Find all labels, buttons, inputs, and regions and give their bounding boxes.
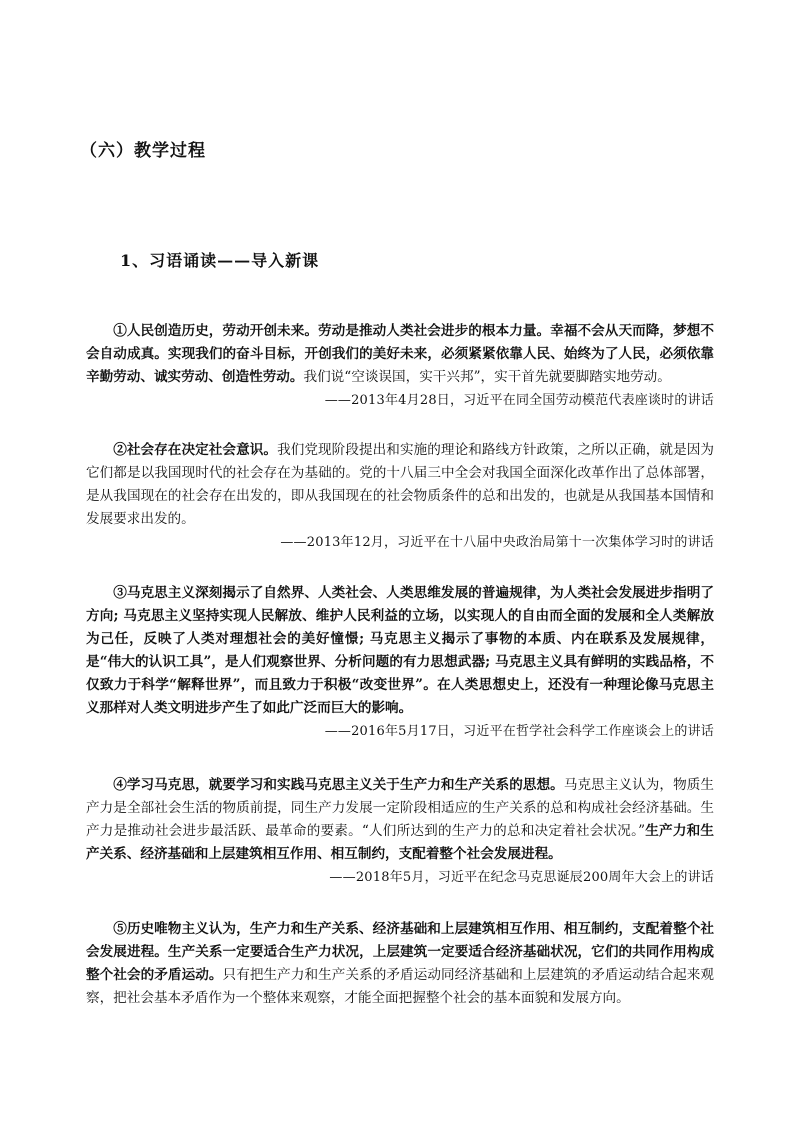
quote-3 <box>86 582 714 743</box>
subsection-title: 1、习语诵读——导入新课 <box>120 251 320 270</box>
quote-3-text <box>86 582 714 720</box>
quote-4-normal: 马克思主义认为，物质生产力是全部社会生活的物质前提，同生产力发展一定阶段相适应的生产关系的总和构成社会经济基础。生产力是推动社会进步最活跃、最革命的要素。“人们所达到的生产力的总和决定着社会状况。” <box>86 777 714 839</box>
section-title: （六）教学过程 <box>80 141 206 161</box>
quote-4-bold-2: 生产力和生产关系、经济基础和上层建筑相互作用、相互制约，支配着整个社会发展进程。 <box>86 823 714 862</box>
quote-4-source: ——2018年5月，习近平在纪念马克思诞辰200周年大会上的讲话 <box>329 870 714 885</box>
quote-3-source: ——2016年5月17日，习近平在哲学社会科学工作座谈会上的讲话 <box>324 724 714 739</box>
quote-2-source: ——2013年12月，习近平在十八届中央政治局第十一次集体学习时的讲话 <box>280 535 714 550</box>
quote-2 <box>86 439 714 554</box>
quote-4-text <box>86 774 714 866</box>
quote-5 <box>86 918 714 1010</box>
quote-1-text <box>86 320 714 389</box>
quote-5-text <box>86 918 714 1010</box>
quote-5-normal: 只有把生产力和生产关系的矛盾运动同经济基础和上层建筑的矛盾运动结合起来观察，把社会基本矛盾作为一个整体来观察，才能全面把握整个社会的基本面貌和发展方向。 <box>86 967 715 1006</box>
quote-2-text <box>86 439 714 531</box>
quote-4 <box>86 774 714 889</box>
quote-1-normal: 我们说“空谈误国，实干兴邦”，实干首先就要脚踏实地劳动。 <box>303 369 671 385</box>
quote-3-bold: ③马克思主义深刻揭示了自然界、人类社会、人类思维发展的普遍规律，为人类社会发展进步指明了方向; 马克思主义坚持实现人民解放、维护人民利益的立场，以实现人的自由而全面的发展和全人类解放为己任，反映了人类对理想社会的美好憧憬; 马克思主义揭示了事物的本质、内在联系及发展规律，是“伟大的认识工具”，是人们观察世界、分析问题的有力思想武器; 马克思主义具有鲜明的实践品格，不仅致力于科学“解释世界”，而且致力于积极“改变世界”。在人类思想史上，还没有一种理论像马克思主义那样对人类文明进步产生了如此广泛而巨大的影响。 <box>86 585 714 716</box>
quote-2-bold: ②社会存在决定社会意识。 <box>113 442 278 458</box>
quote-1 <box>86 320 714 412</box>
quote-5-bold: ⑤历史唯物主义认为，生产力和生产关系、经济基础和上层建筑相互作用、相互制约，支配着整个社会发展进程。生产关系一定要适合生产力状况，上层建筑一定要适合经济基础状况，它们的共同作用构成整个社会的矛盾运动。 <box>86 921 714 983</box>
quote-4-bold: ④学习马克思，就要学习和实践马克思主义关于生产力和生产关系的思想。 <box>113 777 564 793</box>
quote-2-normal: 我们党现阶段提出和实施的理论和路线方针政策，之所以正确，就是因为它们都是以我国现时代的社会存在为基础的。党的十八届三中全会对我国全面深化改革作出了总体部署，是从我国现在的社会存在出发的，即从我国现在的社会物质条件的总和出发的，也就是从我国基本国情和发展要求出发的。 <box>86 442 714 527</box>
quote-1-bold: ①人民创造历史，劳动开创未来。劳动是推动人类社会进步的根本力量。幸福不会从天而降，梦想不会自动成真。实现我们的奋斗目标，开创我们的美好未来，必须紧紧依靠人民、始终为了人民，必须依靠辛勤劳动、诚实劳动、创造性劳动。 <box>86 323 714 385</box>
quote-1-source: ——2013年4月28日，习近平在同全国劳动模范代表座谈时的讲话 <box>324 393 714 408</box>
